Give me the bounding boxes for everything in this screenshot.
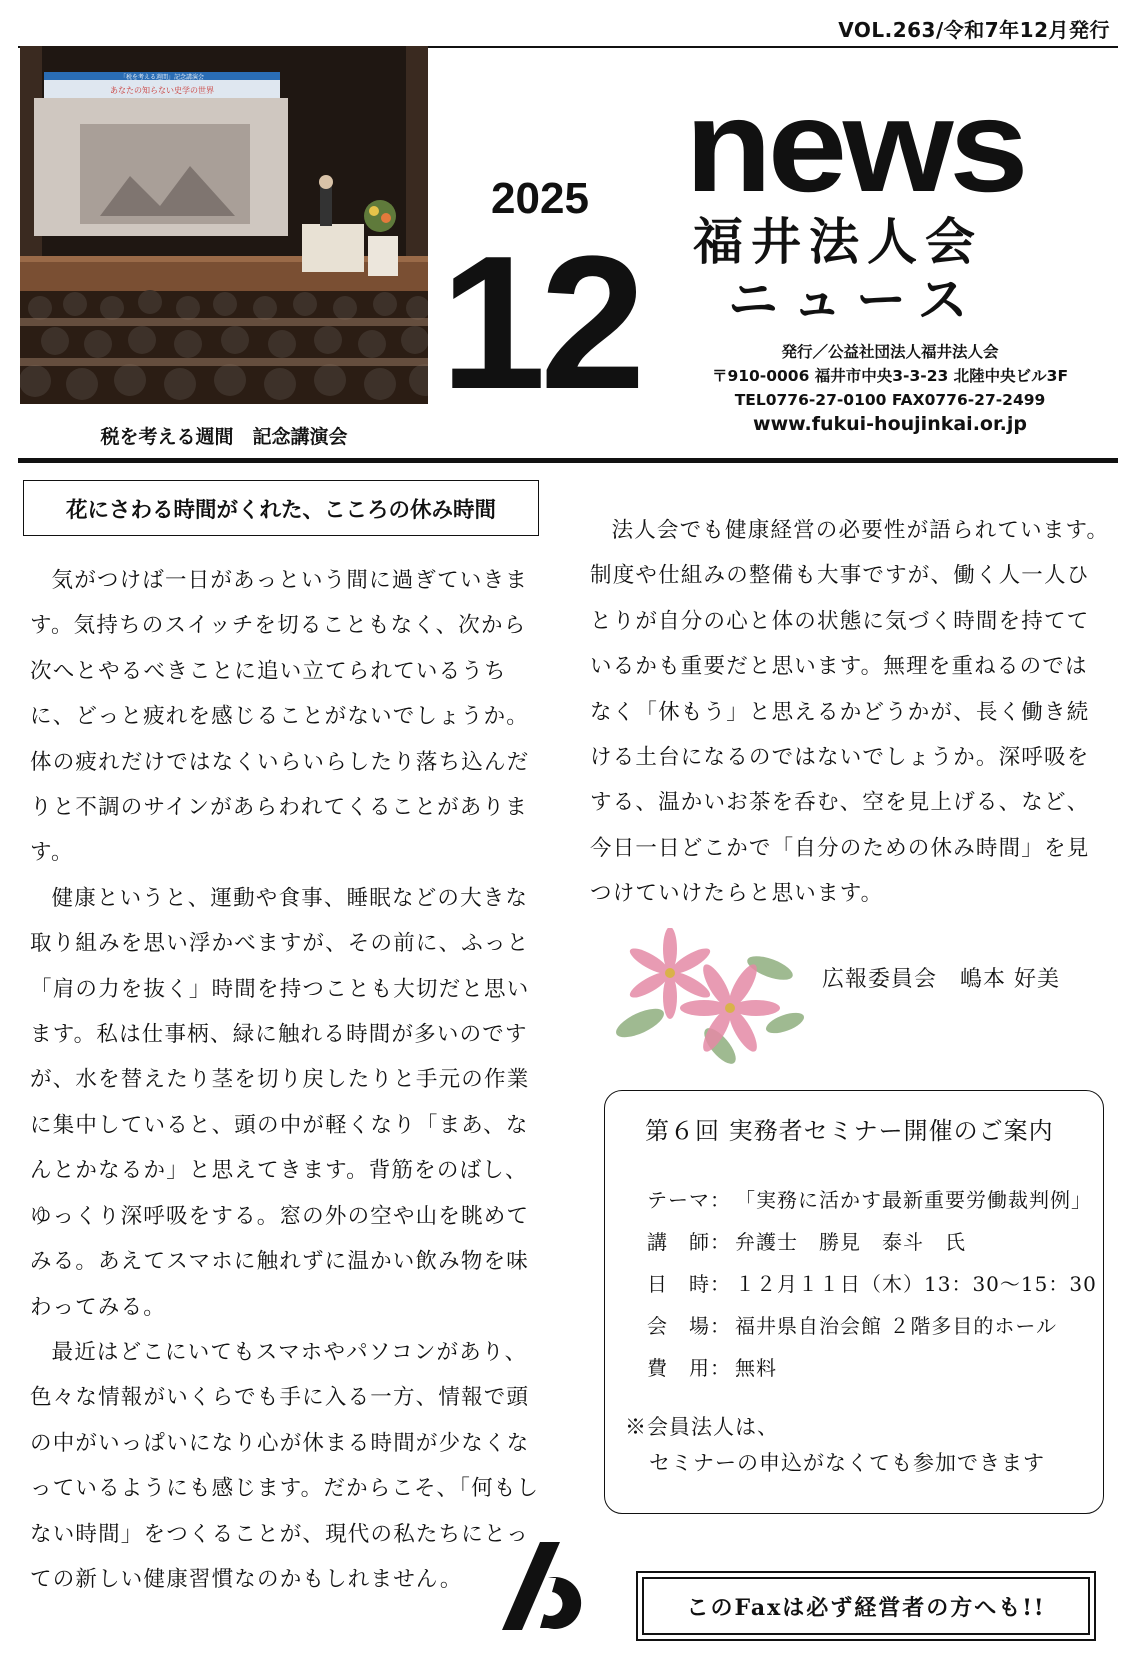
fax-notice: このFaxは必ず経営者の方へも!! (642, 1577, 1090, 1635)
publisher-phone: TEL0776-27-0100 FAX0776-27-2499 (734, 391, 1046, 409)
houjinkai-logo-icon (500, 1540, 600, 1632)
seminar-row-label: テーマ： (647, 1188, 731, 1212)
event-photo (20, 46, 428, 404)
publisher-address: 〒910-0006 福井市中央3-3-23 北陸中央ビル3F (711, 367, 1069, 385)
publisher-name: 発行／公益社団法人福井法人会 (781, 343, 999, 361)
seminar-row-lecturer (647, 1221, 1097, 1263)
seminar-row-value: 無料 (735, 1356, 777, 1380)
article-heading: 花にさわる時間がくれた、こころの休み時間 (23, 480, 539, 536)
publisher-website: www.fukui-houjinkai.or.jp (753, 413, 1027, 435)
seminar-details (647, 1179, 1097, 1389)
header-divider (18, 458, 1118, 463)
seminar-row-theme (647, 1179, 1097, 1221)
seminar-title: 第６回 実務者セミナー開催のご案内 (645, 1117, 1054, 1145)
news-wordmark: news (685, 72, 1025, 219)
seminar-row-value: 福井県自治会館 ２階多目的ホール (735, 1314, 1057, 1338)
seminar-row-fee (647, 1347, 1097, 1389)
article-paragraph: 最近はどこにいてもスマホやパソコンがあり、色々な情報がいくらでも手に入る一方、情報で頭の中がいっぱいになり心が休まる時間が少なくなっているようにも感じます。だからこそ、「何もしない時間」をつくることが、現代の私たちにとっての新しい健康習慣なのかもしれません。 (30, 1339, 540, 1592)
article-column-right (590, 508, 1110, 917)
photo-banner-main: あなたの知らない史学の世界 (110, 86, 214, 95)
seminar-notice-box (604, 1090, 1104, 1514)
publisher-block (680, 340, 1100, 436)
article-author: 広報委員会 嶋本 好美 (822, 967, 1060, 992)
seminar-row-label: 費 用： (647, 1356, 731, 1380)
article-column-left (30, 558, 546, 1602)
seminar-row-value: １２月１１日（木）13：30〜15：30 (735, 1272, 1097, 1296)
article-paragraph: 気がつけば一日があっという間に過ぎていきます。気持ちのスイッチを切ることもなく、次から次へとやるべきことに追い立てられているうちに、どっと疲れを感じることがないでしょうか。体の疲れだけではなくいらいらしたり落ち込んだりと不調のサインがあらわれてくることがあります。 (30, 568, 530, 866)
seminar-note-line1: ※会員法人は、 (625, 1415, 779, 1439)
photo-banner-small: 「税を考える週間」記念講演会 (119, 74, 205, 81)
volume-label: VOL.263/令和7年12月発行 (838, 18, 1110, 42)
issue-month: 12 (440, 217, 640, 429)
seminar-row-value: 弁護士 勝見 泰斗 氏 (735, 1230, 966, 1254)
seminar-note-line2: セミナーの申込がなくても参加できます (649, 1451, 1045, 1475)
fax-notice-frame (636, 1571, 1096, 1641)
seminar-row-label: 会 場： (647, 1314, 731, 1338)
seminar-row-datetime (647, 1263, 1097, 1305)
seminar-row-label: 日 時： (647, 1272, 731, 1296)
newsletter-title-line1: 福井法人会 (693, 213, 983, 271)
seminar-row-label: 講 師： (647, 1230, 731, 1254)
issue-year: 2025 (491, 174, 589, 223)
article-paragraph: 健康というと、運動や食事、睡眠などの大きな取り組みを思い浮かべますが、その前に、ふっと「肩の力を抜く」時間を持つことも大切だと思います。私は仕事柄、緑に触れる時間が多いのですが、水を替えたり茎を切り戻したりと手元の作業に集中していると、頭の中が軽くなり「まあ、なんとかなるか」と思えてきます。背筋をのばし、ゆっくり深呼吸をする。窓の外の空や山を眺めてみる。あえてスマホに触れずに温かい飲み物を味わってみる。 (30, 885, 530, 1320)
seminar-row-value: 「実務に活かす最新重要労働裁判例」 (735, 1188, 1092, 1212)
article-paragraph: 法人会でも健康経営の必要性が語られています。制度や仕組みの整備も大事ですが、働く人一人ひとりが自分の心と体の状態に気づく時間を持てているかも重要だと思います。無理を重ねるのではなく「休もう」と思えるかどうかが、長く働き続ける土台になるのではないでしょうか。深呼吸をする、温かいお茶を呑む、空を見上げる、など、今日一日どこかで「自分のための休み時間」を見つけていけたらと思います。 (590, 518, 1110, 907)
newsletter-title-line2: ニュース (728, 271, 982, 329)
photo-caption: 税を考える週間 記念講演会 (100, 426, 348, 448)
seminar-row-venue (647, 1305, 1097, 1347)
seminar-note (625, 1409, 1045, 1481)
poinsettia-illustration (610, 928, 805, 1068)
